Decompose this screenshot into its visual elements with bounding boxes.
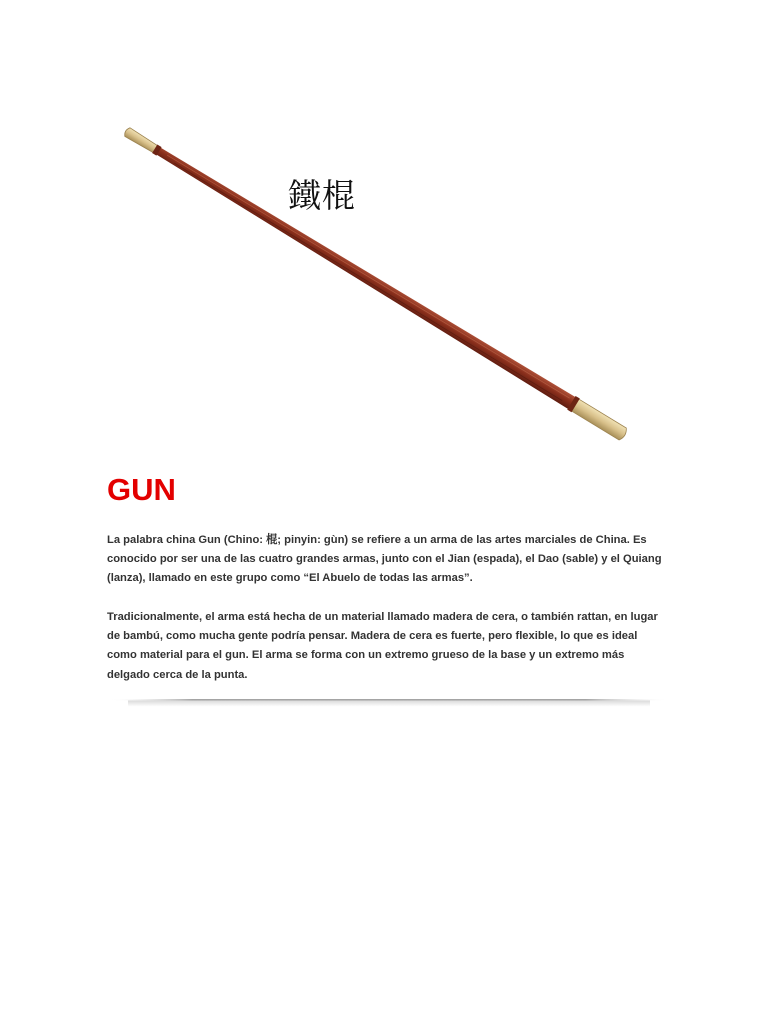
- page-title: GUN: [107, 472, 176, 507]
- staff-shaft: [153, 144, 579, 411]
- body-paragraph-1: La palabra china Gun (Chino: 棍; pinyin: gùn) se refiere a un arma de las artes marciales de China. Es conocido por ser una de las cuatro grandes armas, junto con el Jian (espada), el Dao (sable) y el Quiang (lanza), llamado en este grupo como “El Abuelo de todas las armas”.: [107, 534, 662, 585]
- section-divider: [108, 698, 670, 710]
- staff-illustration: [100, 110, 650, 460]
- chinese-characters-label: 鐵棍: [288, 176, 356, 215]
- staff-bottom-tip: [569, 398, 628, 441]
- body-paragraph-2: Tradicionalmente, el arma está hecha de un material llamado madera de cera, o también rattan, en lugar de bambú, como mucha gente podría pensar. Madera de cera es fuerte, pero flexible, lo que es ideal como material para el gun. El arma se forma con un extremo grueso de la base y un extremo más delgado cerca de la punta.: [107, 611, 658, 681]
- staff-image: [100, 110, 650, 460]
